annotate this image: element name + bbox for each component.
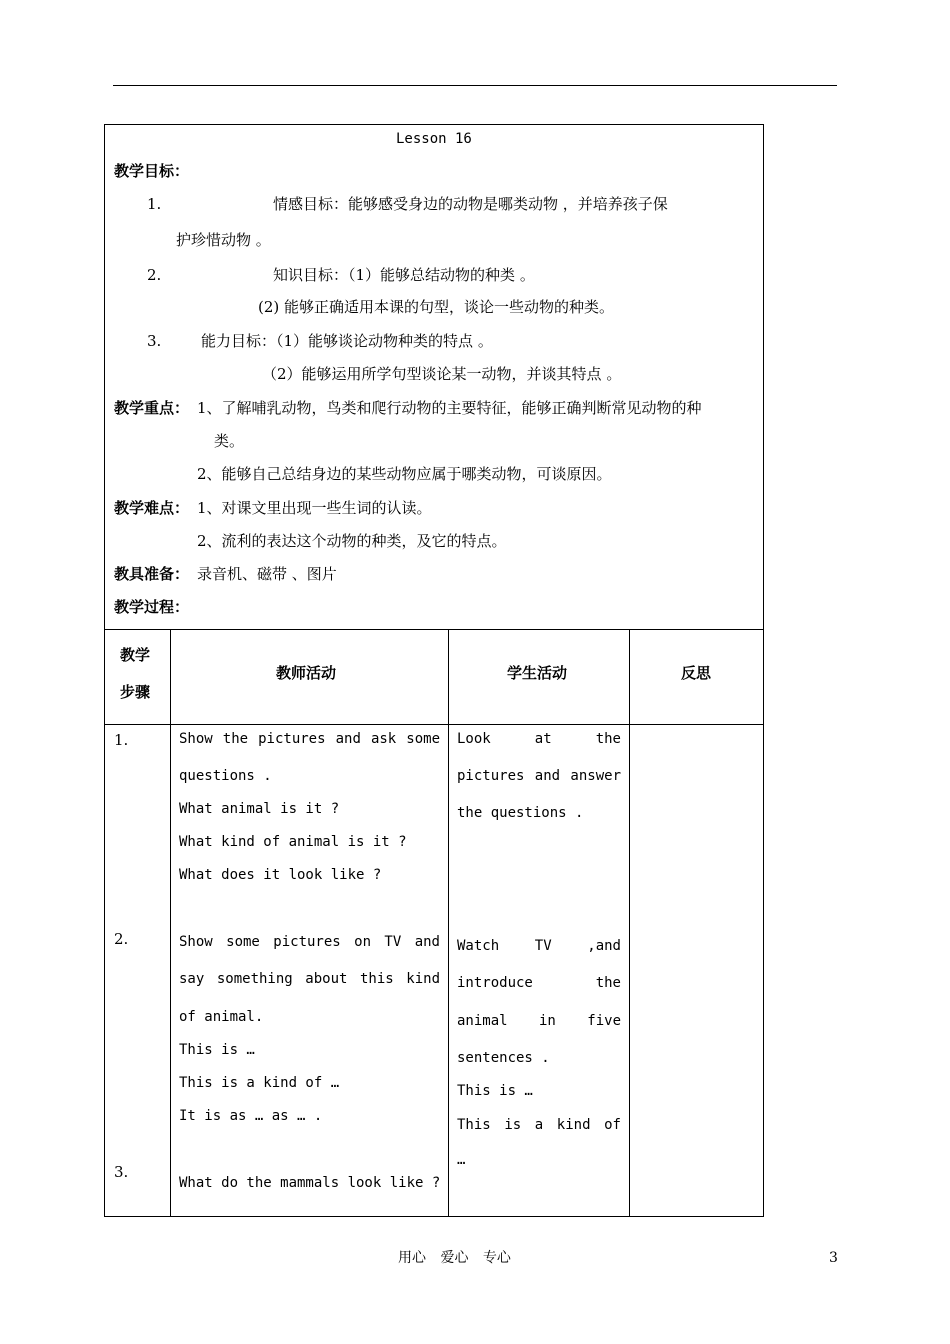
teacher-line: What kind of animal is it ?: [179, 834, 407, 850]
student-line: introduce the: [457, 975, 621, 991]
student-line: animal in five: [457, 1013, 621, 1029]
key-points-heading: 教学重点：: [114, 399, 190, 417]
header-rule: [113, 85, 837, 86]
column-divider-1: [170, 629, 171, 1217]
teacher-line: What animal is it ?: [179, 801, 340, 817]
key-points-line-1: 1、了解哺乳动物，鸟类和爬行动物的主要特征，能够正确判断常见动物的种: [197, 399, 702, 417]
column-divider-2: [448, 629, 449, 1217]
teacher-line: This is …: [179, 1042, 255, 1058]
objective-3-number: 3.: [147, 332, 162, 350]
step-number: 3.: [114, 1163, 129, 1181]
objective-1-continuation: 护珍惜动物 。: [176, 231, 271, 249]
column-divider-3: [629, 629, 630, 1217]
header-teacher-activity: 教师活动: [276, 664, 337, 682]
header-step-line-1: 教学: [120, 646, 151, 664]
objectives-heading: 教学目标：: [114, 162, 190, 180]
student-line: This is a kind of: [457, 1117, 621, 1133]
key-points-line-2: 2、能够自己总结身边的某些动物应属于哪类动物，可谈原因。: [197, 465, 612, 483]
materials-heading: 教具准备：: [114, 565, 190, 583]
materials-text: 录音机、磁带 、图片: [197, 565, 337, 583]
objective-3-continuation: （2）能够运用所学句型谈论某一动物，并谈其特点 。: [262, 365, 622, 383]
teacher-line: What do the mammals look like ?: [179, 1175, 441, 1191]
teacher-line: Show some pictures on TV and: [179, 934, 440, 950]
teacher-line: Show the pictures and ask some: [179, 731, 440, 747]
process-heading: 教学过程：: [114, 598, 190, 616]
table-top-line: [104, 629, 764, 630]
header-reflection: 反思: [681, 664, 712, 682]
student-line: the questions .: [457, 805, 584, 821]
difficulties-heading: 教学难点：: [114, 499, 190, 517]
teacher-line: of animal.: [179, 1009, 264, 1025]
header-step-line-2: 步骤: [120, 683, 151, 701]
student-line: Look at the: [457, 731, 621, 747]
table-header-line: [104, 724, 764, 725]
header-student-activity: 学生活动: [507, 664, 568, 682]
teacher-line: This is a kind of …: [179, 1075, 340, 1091]
objective-2-text: 知识目标：（1）能够总结动物的种类 。: [273, 266, 535, 284]
objective-1-number: 1.: [147, 195, 162, 213]
student-line: …: [457, 1152, 466, 1168]
step-number: 2.: [114, 930, 129, 948]
lesson-title: Lesson 16: [396, 131, 472, 147]
difficulties-line-2: 2、流利的表达这个动物的种类，及它的特点。: [197, 532, 507, 550]
objective-3-text: 能力目标：（1）能够谈论动物种类的特点 。: [201, 332, 493, 350]
footer-motto: 用心 爱心 专心: [398, 1250, 511, 1266]
key-points-line-1-continuation: 类。: [214, 432, 245, 450]
teacher-line: questions .: [179, 768, 272, 784]
teacher-line: What does it look like ?: [179, 867, 382, 883]
teacher-line: say something about this kind: [179, 971, 440, 987]
objective-2-number: 2.: [147, 266, 162, 284]
student-line: This is …: [457, 1083, 533, 1099]
objective-2-continuation: (2) 能够正确适用本课的句型，谈论一些动物的种类。: [258, 298, 615, 316]
page-number: 3: [829, 1250, 838, 1266]
student-line: sentences .: [457, 1050, 550, 1066]
objective-1-text: 情感目标：能够感受身边的动物是哪类动物 ，并培养孩子保: [273, 195, 668, 213]
teacher-line: It is as … as … .: [179, 1108, 323, 1124]
difficulties-line-1: 1、对课文里出现一些生词的认读。: [197, 499, 432, 517]
step-number: 1.: [114, 731, 129, 749]
student-line: Watch TV ,and: [457, 938, 621, 954]
student-line: pictures and answer: [457, 768, 621, 784]
